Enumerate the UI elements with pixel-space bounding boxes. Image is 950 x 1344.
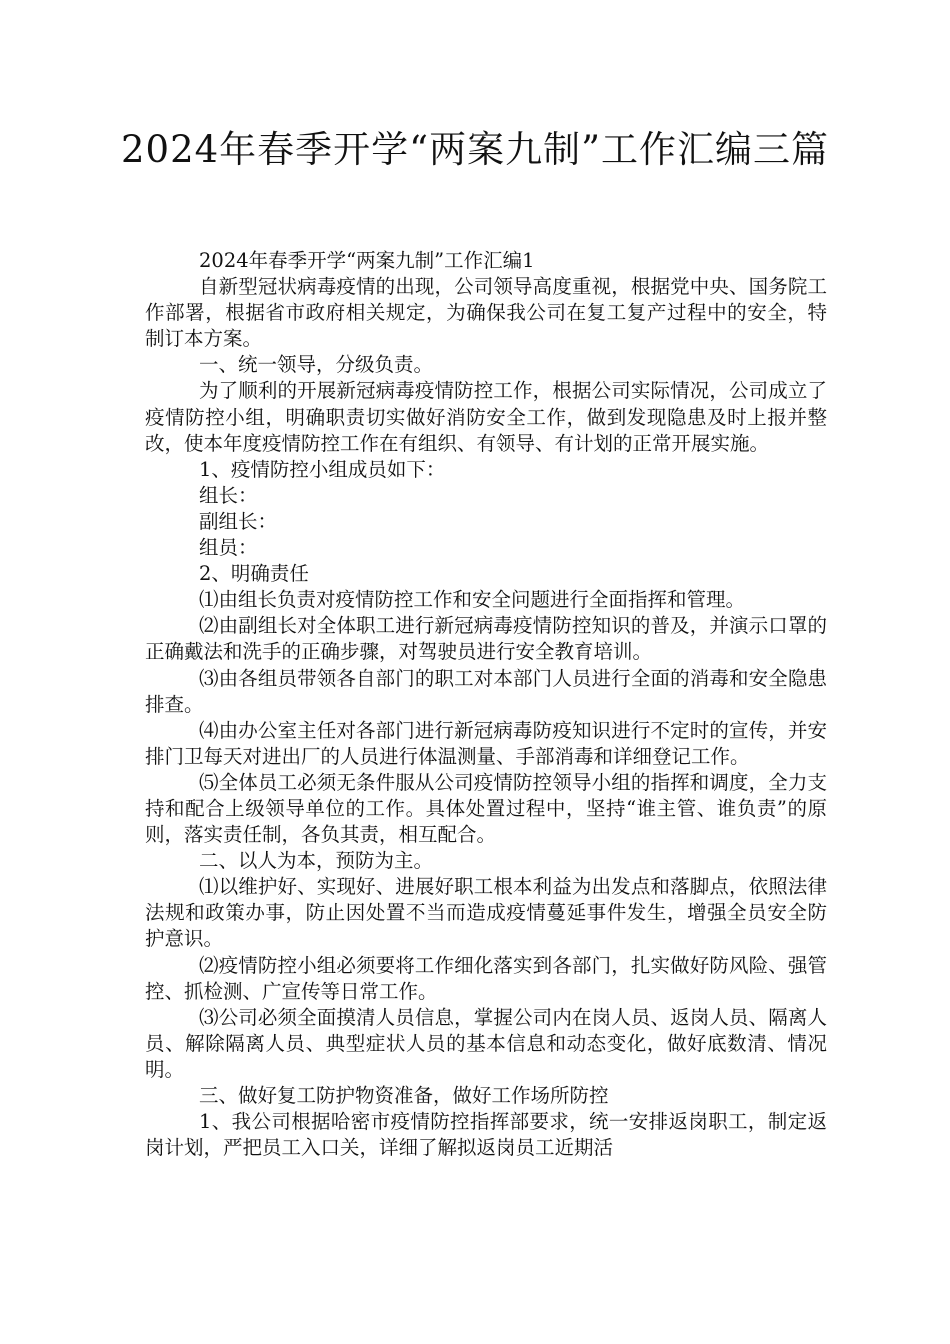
paragraph: 副组长： <box>199 509 278 533</box>
paragraph: 2、明确责任 <box>199 562 309 586</box>
paragraph: 1、疫情防控小组成员如下： <box>199 457 446 481</box>
paragraph: 自新型冠状病毒疫情的出现，公司领导高度重视，根据党中央、国务院工作部署，根据省市政府相关规定，为确保我公司在复工复产过程中的安全，特制订本方案。 <box>145 275 827 351</box>
paragraph: 组长： <box>199 483 258 507</box>
document-title: 2024年春季开学“两案九制”工作汇编三篇 <box>121 128 829 171</box>
section-heading: 2024年春季开学“两案九制”工作汇编1 <box>199 249 535 272</box>
list-item: ⑶由各组员带领各自部门的职工对本部门人员进行全面的消毒和安全隐患排查。 <box>145 666 827 716</box>
section-heading: 一、统一领导，分级负责。 <box>199 353 434 377</box>
paragraph: 1、我公司根据哈密市疫情防控指挥部要求，统一安排返岗职工，制定返岗计划，严把员工入口关，详细了解拟返岗员工近期活 <box>145 1110 827 1160</box>
list-item: ⑵由副组长对全体职工进行新冠病毒疫情防控知识的普及，并演示口罩的正确戴法和洗手的正确步骤，对驾驶员进行安全教育培训。 <box>145 614 827 664</box>
paragraph: 为了顺利的开展新冠病毒疫情防控工作，根据公司实际情况，公司成立了疫情防控小组，明确职责切实做好消防安全工作，做到发现隐患及时上报并整改，使本年度疫情防控工作在有组织、有领导、有计划的正常开展实施。 <box>145 379 827 455</box>
list-item: ⑴以维护好、实现好、进展好职工根本利益为出发点和落脚点，依照法律法规和政策办事，防止因处置不当而造成疫情蔓延事件发生，增强全员安全防护意识。 <box>145 875 827 951</box>
list-item: ⑷由办公室主任对各部门进行新冠病毒防疫知识进行不定时的宣传，并安排门卫每天对进出厂的人员进行体温测量、手部消毒和详细登记工作。 <box>145 718 827 768</box>
section-heading: 三、做好复工防护物资准备，做好工作场所防控 <box>199 1084 609 1107</box>
list-item: ⑸全体员工必须无条件服从公司疫情防控领导小组的指挥和调度，全力支持和配合上级领导单位的工作。具体处置过程中，坚持“谁主管、谁负责”的原则，落实责任制，各负其责，相互配合。 <box>145 770 827 847</box>
document-body <box>145 248 827 1161</box>
section-heading: 二、以人为本，预防为主。 <box>199 849 434 873</box>
list-item: ⑶公司必须全面摸清人员信息，掌握公司内在岗人员、返岗人员、隔离人员、解除隔离人员、典型症状人员的基本信息和动态变化，做好底数清、情况明。 <box>145 1005 827 1081</box>
list-item: ⑴由组长负责对疫情防控工作和安全问题进行全面指挥和管理。 <box>199 588 746 612</box>
paragraph: 组员： <box>199 536 258 560</box>
list-item: ⑵疫情防控小组必须要将工作细化落实到各部门，扎实做好防风险、强管控、抓检测、广宣传等日常工作。 <box>145 953 827 1003</box>
